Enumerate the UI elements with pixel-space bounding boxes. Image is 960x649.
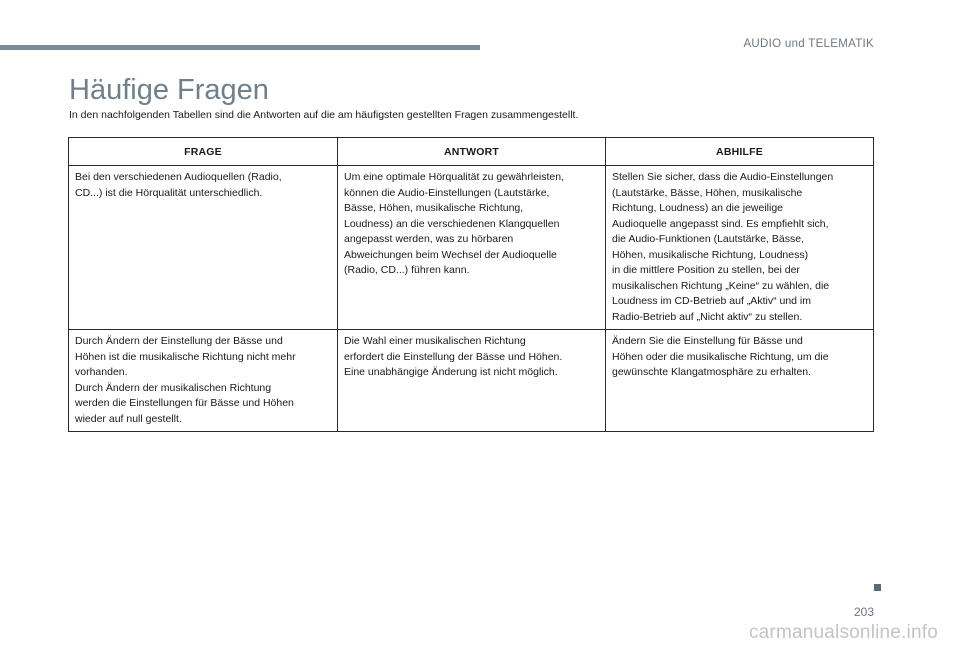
cell-text: Bei den verschiedenen Audioquellen (Radio, CD...) ist die Hörqualität unterschiedlich. xyxy=(75,171,282,199)
table-row xyxy=(69,330,874,432)
cell-text: Die Wahl einer musikalischen Richtung erfordert die Einstellung der Bässe und Höhen. Eine unabhängige Änderung ist nicht möglich. xyxy=(344,335,563,378)
table-header-row xyxy=(69,138,874,166)
intro-text: In den nachfolgenden Tabellen sind die Antworten auf die am häufigsten gestellten Fragen zusammengestellt. xyxy=(69,109,579,121)
section-title: AUDIO und TELEMATIK xyxy=(743,38,874,50)
header-accent-bar xyxy=(0,45,480,50)
cell-text: Durch Ändern der Einstellung der Bässe und Höhen ist die musikalische Richtung nicht mehr vorhanden. Durch Ändern der musikalischen Richtung werden die Einstellungen für Bässe und Höhen wieder auf null gestellt. xyxy=(75,335,296,425)
cell-frage xyxy=(69,166,338,330)
column-header-abhilfe: ABHILFE xyxy=(606,138,874,166)
page-marker-square xyxy=(874,584,881,591)
page-number: 203 xyxy=(853,605,874,619)
column-header-antwort: ANTWORT xyxy=(338,138,606,166)
faq-table xyxy=(68,137,874,432)
cell-antwort xyxy=(338,330,606,432)
column-header-frage: FRAGE xyxy=(69,138,338,166)
watermark: carmanualsonline.info xyxy=(748,622,938,643)
cell-text: Ändern Sie die Einstellung für Bässe und Höhen oder die musikalische Richtung, um die gewünschte Klangatmosphäre zu erhalten. xyxy=(612,335,829,378)
table-row xyxy=(69,166,874,330)
cell-text: Stellen Sie sicher, dass die Audio-Einstellungen (Lautstärke, Bässe, Höhen, musikalische Richtung, Loudness) an die jeweilige Audioquelle angepasst sind. Es empfiehlt sich, die Audio-Funktionen (Lautstärke, Bässe, Höhen, musikalische Richtung, Loudness) in die mittlere Position zu stellen, bei der musikalischen Richtung „Keine“ zu wählen, die Loudness im CD-Betrieb auf „Aktiv“ und im Radio-Betrieb auf „Nicht aktiv“ zu stellen. xyxy=(612,171,834,323)
cell-abhilfe xyxy=(606,166,874,330)
page-title: Häufige Fragen xyxy=(69,74,269,106)
cell-frage xyxy=(69,330,338,432)
cell-text: Um eine optimale Hörqualität zu gewährleisten, können die Audio-Einstellungen (Lautstärke, Bässe, Höhen, musikalische Richtung, Loudness) an die verschiedenen Klangquellen angepasst werden, was zu hörbaren Abweichungen beim Wechsel der Audioquelle (Radio, CD...) führen kann. xyxy=(344,171,565,276)
cell-antwort xyxy=(338,166,606,330)
cell-abhilfe xyxy=(606,330,874,432)
